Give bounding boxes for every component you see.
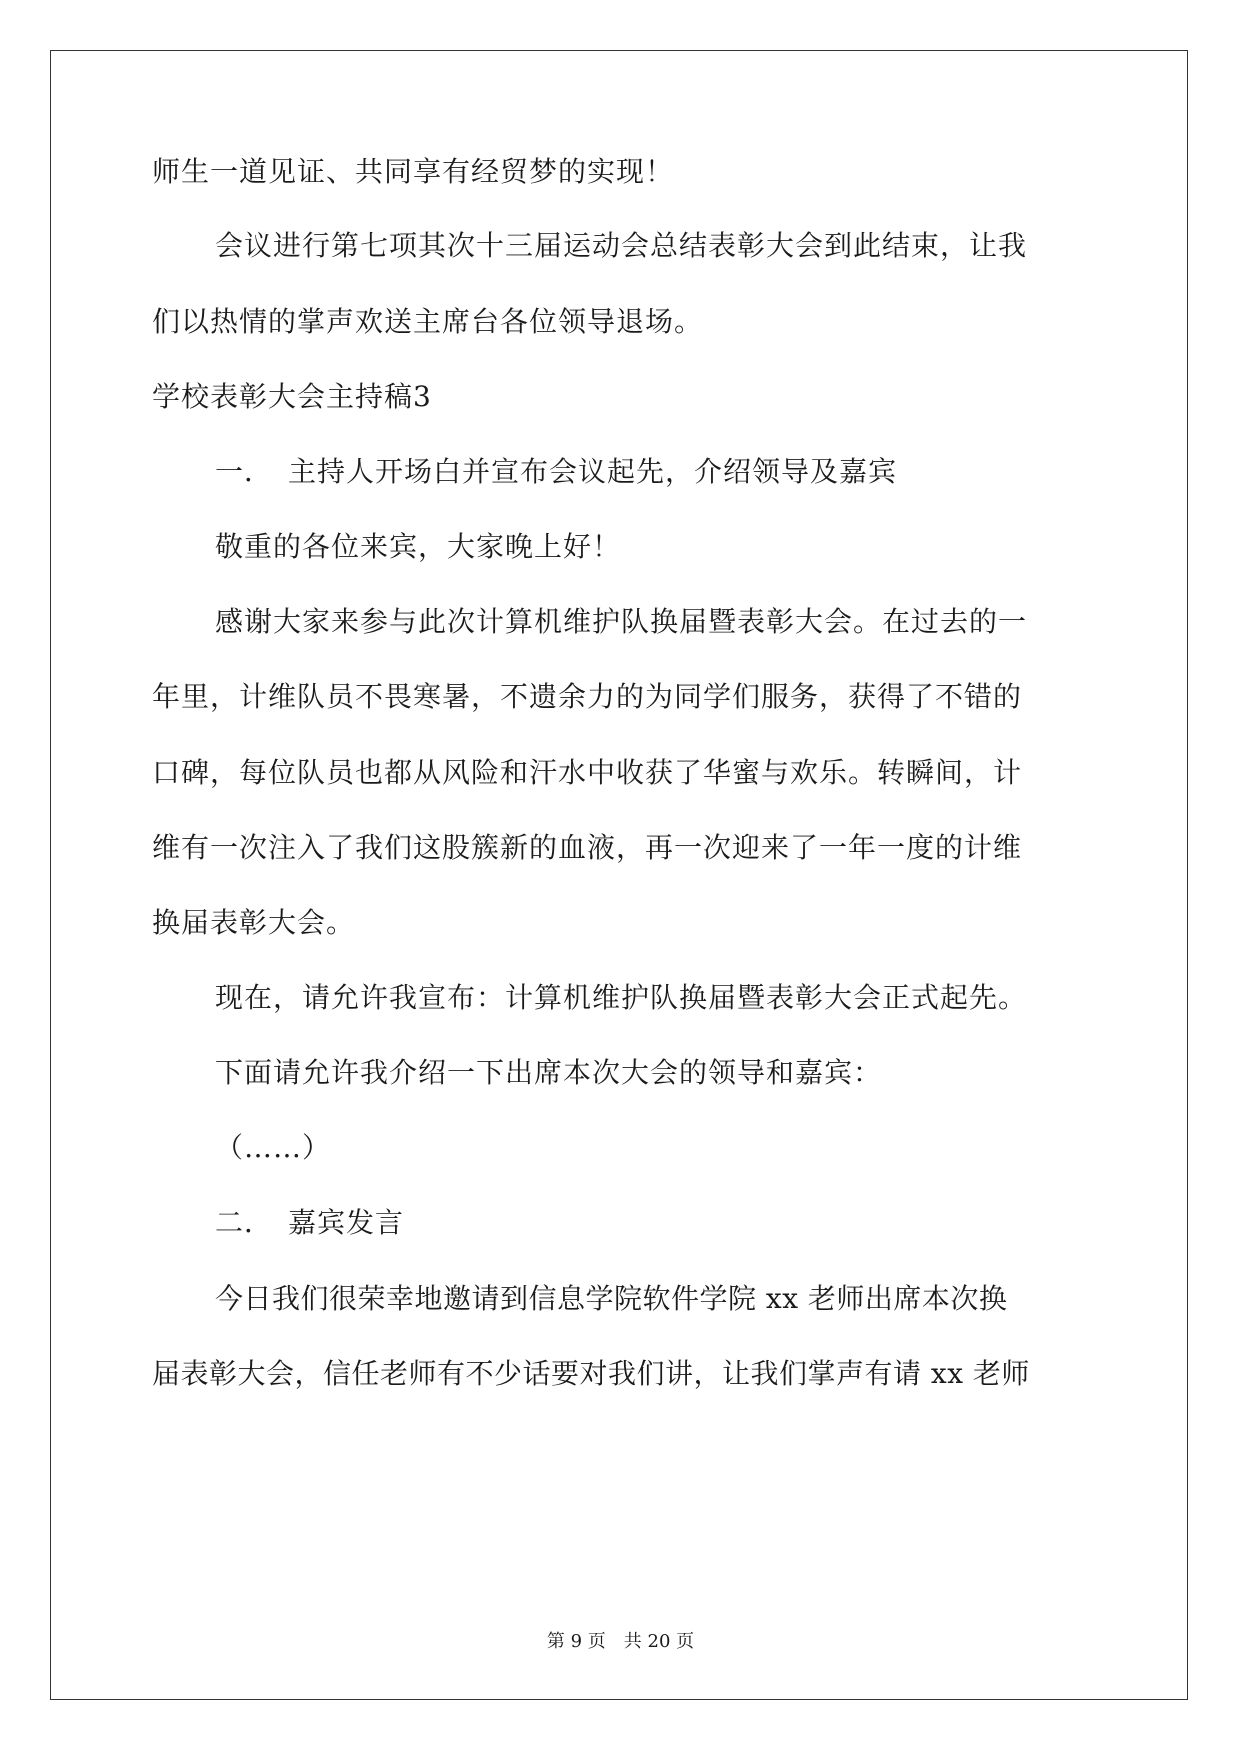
- page-footer: [0, 1631, 1241, 1653]
- text-line-1: 师生一道见证、共同享有经贸梦的实现！: [152, 155, 675, 188]
- text-line-ellipsis: （……）: [215, 1131, 332, 1164]
- text-line-16: 今日我们很荣幸地邀请到信息学院软件学院 xx 老师出席本次换: [215, 1282, 1008, 1315]
- text-line-13: 下面请允许我介绍一下出席本次大会的领导和嘉宾：: [215, 1056, 883, 1089]
- page-border: [50, 50, 1188, 1700]
- section-heading-3: 学校表彰大会主持稿3: [152, 380, 432, 413]
- text-line-9: 口碑，每位队员也都从风险和汗水中收获了华蜜与欢乐。转瞬间，计: [152, 756, 1023, 789]
- text-line-17: 届表彰大会，信任老师有不少话要对我们讲，让我们掌声有请 xx 老师: [152, 1357, 1030, 1390]
- text-line-11: 换届表彰大会。: [152, 906, 356, 939]
- text-line-greeting: 敬重的各位来宾，大家晚上好！: [215, 530, 622, 563]
- text-line-8: 年里，计维队员不畏寒暑，不遗余力的为同学们服务，获得了不错的: [152, 680, 1023, 713]
- text-line-7: 感谢大家来参与此次计算机维护队换届暨表彰大会。在过去的一: [215, 605, 1028, 638]
- text-line-10: 维有一次注入了我们这股簇新的血液，再一次迎来了一年一度的计维: [152, 831, 1023, 864]
- text-line-2: 会议进行第七项其次十三届运动会总结表彰大会到此结束，让我: [215, 229, 1028, 262]
- item-heading-1: 一． 主持人开场白并宣布会议起先，介绍领导及嘉宾: [215, 455, 898, 488]
- page-number-label: 第 9 页 共 20 页: [546, 1631, 695, 1652]
- text-line-12: 现在，请允许我宣布：计算机维护队换届暨表彰大会正式起先。: [215, 981, 1028, 1014]
- item-heading-2: 二． 嘉宾发言: [215, 1206, 405, 1239]
- text-line-3: 们以热情的掌声欢送主席台各位领导退场。: [152, 305, 704, 338]
